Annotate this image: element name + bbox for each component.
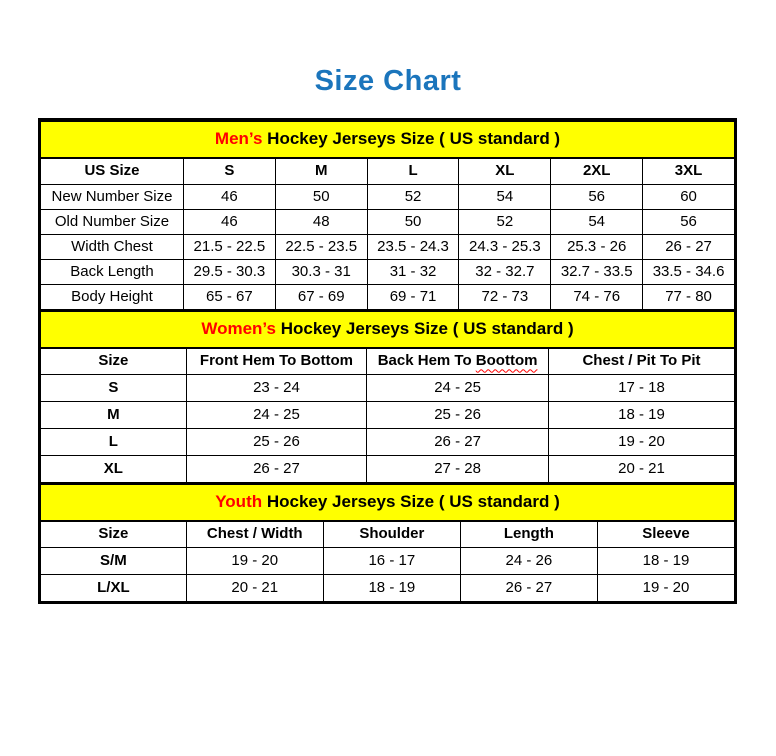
- cell-value: 26 - 27: [186, 456, 366, 483]
- cell-value: 27 - 28: [367, 456, 549, 483]
- youth-size-table: [40, 483, 735, 602]
- cell-value: 22.5 - 23.5: [275, 235, 367, 260]
- youth-section-title: [41, 484, 735, 521]
- womens-col-header: Size: [41, 348, 187, 375]
- row-label: Body Height: [41, 285, 184, 310]
- mens-col-header: M: [275, 158, 367, 185]
- page-title: Size Chart: [314, 65, 462, 97]
- mens-col-header: XL: [459, 158, 551, 185]
- cell-value: 25 - 26: [186, 429, 366, 456]
- cell-value: 23.5 - 24.3: [367, 235, 459, 260]
- cell-value: 77 - 80: [643, 285, 735, 310]
- table-row: [41, 260, 735, 285]
- cell-value: 25.3 - 26: [551, 235, 643, 260]
- cell-value: 52: [367, 185, 459, 210]
- row-label: M: [41, 402, 187, 429]
- cell-value: 60: [643, 185, 735, 210]
- cell-value: 24 - 26: [460, 548, 597, 575]
- row-label: New Number Size: [41, 185, 184, 210]
- mens-section-title: [41, 121, 735, 158]
- mens-col-header: US Size: [41, 158, 184, 185]
- cell-value: 19 - 20: [597, 575, 734, 602]
- youth-section-band: [41, 484, 735, 521]
- cell-value: 48: [275, 210, 367, 235]
- womens-col-header: [367, 348, 549, 375]
- cell-value: 18 - 19: [548, 402, 734, 429]
- cell-value: 26 - 27: [643, 235, 735, 260]
- table-row: [41, 185, 735, 210]
- back-hem-misspelled-word: Boottom: [475, 352, 538, 370]
- cell-value: 21.5 - 22.5: [183, 235, 275, 260]
- table-row: [41, 429, 735, 456]
- cell-value: 31 - 32: [367, 260, 459, 285]
- mens-title-rest: Hockey Jerseys Size ( US standard ): [262, 129, 561, 149]
- row-label: Back Length: [41, 260, 184, 285]
- cell-value: 17 - 18: [548, 375, 734, 402]
- page: [0, 64, 776, 604]
- row-label: Old Number Size: [41, 210, 184, 235]
- cell-value: 20 - 21: [186, 575, 323, 602]
- mens-col-header: 3XL: [643, 158, 735, 185]
- row-label: S: [41, 375, 187, 402]
- row-label: XL: [41, 456, 187, 483]
- cell-value: 54: [459, 185, 551, 210]
- cell-value: 50: [275, 185, 367, 210]
- row-label: Width Chest: [41, 235, 184, 260]
- cell-value: 56: [643, 210, 735, 235]
- cell-value: 54: [551, 210, 643, 235]
- cell-value: 24 - 25: [367, 375, 549, 402]
- womens-section-title: [41, 311, 735, 348]
- womens-col-header: Chest / Pit To Pit: [548, 348, 734, 375]
- table-row: [41, 548, 735, 575]
- cell-value: 30.3 - 31: [275, 260, 367, 285]
- cell-value: 24 - 25: [186, 402, 366, 429]
- table-row: [41, 402, 735, 429]
- cell-value: 19 - 20: [548, 429, 734, 456]
- row-label: L/XL: [41, 575, 187, 602]
- mens-header-row: [41, 158, 735, 185]
- cell-value: 46: [183, 185, 275, 210]
- cell-value: 52: [459, 210, 551, 235]
- womens-header-row: [41, 348, 735, 375]
- youth-col-header: Shoulder: [323, 521, 460, 548]
- mens-col-header: 2XL: [551, 158, 643, 185]
- cell-value: 16 - 17: [323, 548, 460, 575]
- cell-value: 25 - 26: [367, 402, 549, 429]
- cell-value: 74 - 76: [551, 285, 643, 310]
- cell-value: 72 - 73: [459, 285, 551, 310]
- youth-col-header: Length: [460, 521, 597, 548]
- cell-value: 67 - 69: [275, 285, 367, 310]
- cell-value: 50: [367, 210, 459, 235]
- youth-col-header: Sleeve: [597, 521, 734, 548]
- cell-value: 46: [183, 210, 275, 235]
- table-row: [41, 235, 735, 260]
- table-row: [41, 456, 735, 483]
- youth-header-row: [41, 521, 735, 548]
- cell-value: 56: [551, 185, 643, 210]
- cell-value: 33.5 - 34.6: [643, 260, 735, 285]
- youth-highlight-text: Youth: [215, 492, 263, 512]
- cell-value: 26 - 27: [460, 575, 597, 602]
- youth-title-rest: Hockey Jerseys Size ( US standard ): [262, 492, 560, 512]
- womens-title-rest: Hockey Jerseys Size ( US standard ): [275, 319, 574, 339]
- size-chart: [38, 118, 737, 604]
- table-row: [41, 210, 735, 235]
- row-label: S/M: [41, 548, 187, 575]
- cell-value: 65 - 67: [183, 285, 275, 310]
- back-hem-prefix: Back Hem To: [377, 352, 476, 370]
- table-row: [41, 375, 735, 402]
- womens-highlight-text: Women’s: [201, 319, 276, 339]
- youth-col-header: Size: [41, 521, 187, 548]
- mens-size-table: [40, 120, 735, 310]
- womens-section-band: [41, 311, 735, 348]
- womens-col-header: Front Hem To Bottom: [186, 348, 366, 375]
- mens-col-header: S: [183, 158, 275, 185]
- cell-value: 29.5 - 30.3: [183, 260, 275, 285]
- cell-value: 23 - 24: [186, 375, 366, 402]
- cell-value: 20 - 21: [548, 456, 734, 483]
- cell-value: 19 - 20: [186, 548, 323, 575]
- youth-col-header: Chest / Width: [186, 521, 323, 548]
- cell-value: 26 - 27: [367, 429, 549, 456]
- mens-section-band: [41, 121, 735, 158]
- cell-value: 69 - 71: [367, 285, 459, 310]
- mens-highlight-text: Men’s: [214, 129, 263, 149]
- mens-col-header: L: [367, 158, 459, 185]
- table-row: [41, 285, 735, 310]
- cell-value: 18 - 19: [323, 575, 460, 602]
- womens-size-table: [40, 310, 735, 483]
- cell-value: 18 - 19: [597, 548, 734, 575]
- cell-value: 32.7 - 33.5: [551, 260, 643, 285]
- cell-value: 24.3 - 25.3: [459, 235, 551, 260]
- cell-value: 32 - 32.7: [459, 260, 551, 285]
- row-label: L: [41, 429, 187, 456]
- table-row: [41, 575, 735, 602]
